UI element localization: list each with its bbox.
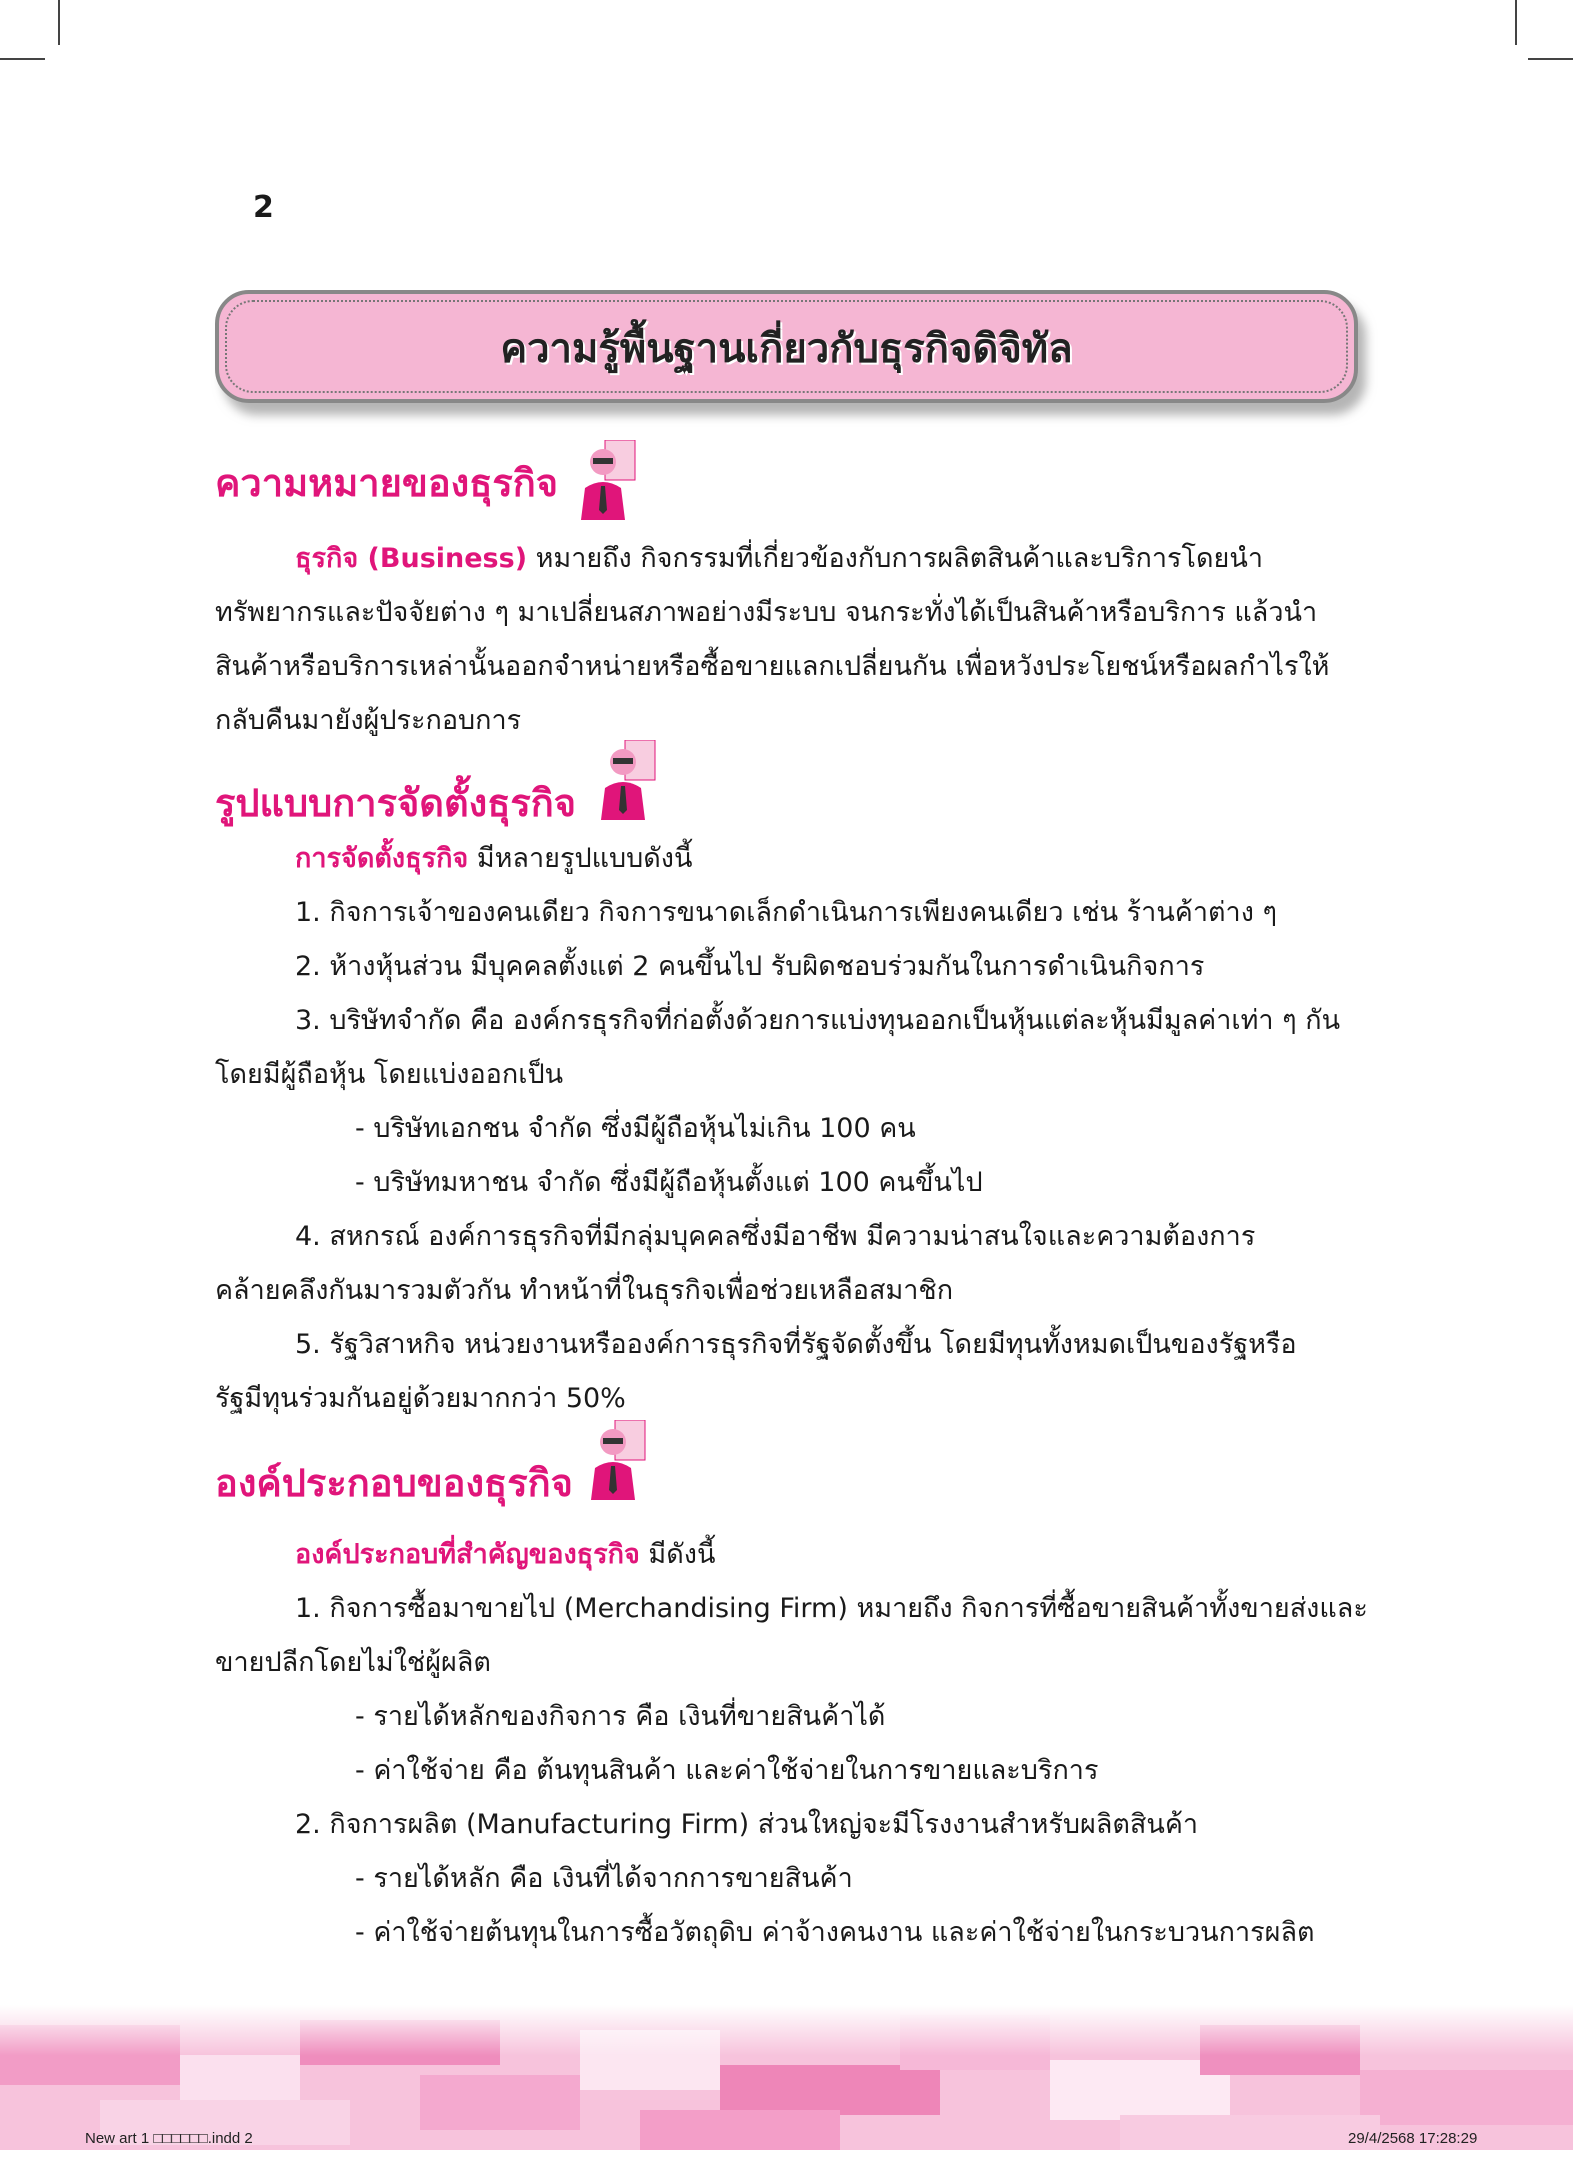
decorative-footer-band: [0, 2005, 1573, 2150]
footer-filename: New art 1 □□□□□□.indd 2: [85, 2130, 253, 2147]
footer-timestamp: 29/4/2568 17:28:29: [1348, 2130, 1478, 2147]
list-item: 4. สหกรณ์ องค์การธุรกิจที่มีกลุ่มบุคคลซึ่งมีอาชีพ มีความน่าสนใจและความต้องการ: [295, 1221, 1256, 1252]
list-item-continuation: รัฐมีทุนร่วมกันอยู่ด้วยมากกว่า 50%: [215, 1383, 626, 1414]
sub-list-item: - บริษัทเอกชน จำกัด ซึ่งมีผู้ถือหุ้นไม่เกิน 100 คน: [355, 1113, 916, 1144]
page-number: 2: [253, 190, 274, 225]
intro-term: การจัดตั้งธุรกิจ: [295, 843, 469, 874]
intro-text: มีหลายรูปแบบดังนี้: [476, 843, 693, 874]
list-item: 1. กิจการเจ้าของคนเดียว กิจการขนาดเล็กดำเนินการเพียงคนเดียว เช่น ร้านค้าต่าง ๆ: [295, 897, 1277, 928]
intro-text: มีดังนี้: [648, 1539, 716, 1570]
section-heading-components: องค์ประกอบของธุรกิจ: [215, 1461, 573, 1505]
crop-mark: [1515, 0, 1517, 45]
sub-list-item: - ค่าใช้จ่าย คือ ต้นทุนสินค้า และค่าใช้จ่ายในการขายและบริการ: [355, 1755, 1099, 1786]
paragraph-text: หมายถึง กิจกรรมที่เกี่ยวข้องกับการผลิตสินค้าและบริการโดยนำ: [535, 543, 1263, 574]
section-heading-types: รูปแบบการจัดตั้งธุรกิจ: [215, 781, 577, 825]
list-item-continuation: คล้ายคลึงกันมารวมตัวกัน ทำหน้าที่ในธุรกิจเพื่อช่วยเหลือสมาชิก: [215, 1275, 954, 1306]
list-item: 3. บริษัทจำกัด คือ องค์กรธุรกิจที่ก่อตั้งด้วยการแบ่งทุนออกเป็นหุ้นแต่ละหุ้นมีมูลค่าเท่า ๆ กัน: [295, 1005, 1341, 1036]
paragraph-line: ทรัพยากรและปัจจัยต่าง ๆ มาเปลี่ยนสภาพอย่างมีระบบ จนกระทั่งได้เป็นสินค้าหรือบริการ แล้วนำ: [215, 597, 1318, 628]
list-item-continuation: โดยมีผู้ถือหุ้น โดยแบ่งออกเป็น: [215, 1059, 564, 1090]
person-icon: [595, 740, 665, 820]
list-item: 5. รัฐวิสาหกิจ หน่วยงานหรือองค์การธุรกิจที่รัฐจัดตั้งขึ้น โดยมีทุนทั้งหมดเป็นของรัฐหรือ: [295, 1329, 1297, 1360]
crop-mark: [58, 0, 60, 45]
paragraph-line: กลับคืนมายังผู้ประกอบการ: [215, 705, 522, 736]
crop-mark: [1528, 58, 1573, 60]
list-item: 1. กิจการซื้อมาขายไป (Merchandising Firm) หมายถึง กิจการที่ซื้อขายสินค้าทั้งขายส่งและ: [295, 1593, 1368, 1624]
list-item: 2. ห้างหุ้นส่วน มีบุคคลตั้งแต่ 2 คนขึ้นไป รับผิดชอบร่วมกันในการดำเนินกิจการ: [295, 951, 1205, 982]
section-heading-meaning: ความหมายของธุรกิจ: [215, 461, 559, 505]
sub-list-item: - รายได้หลัก คือ เงินที่ได้จากการขายสินค้า: [355, 1863, 853, 1894]
section-intro: [295, 832, 692, 886]
list-item: 2. กิจการผลิต (Manufacturing Firm) ส่วนใหญ่จะมีโรงงานสำหรับผลิตสินค้า: [295, 1809, 1199, 1840]
paragraph-line: [295, 532, 1263, 586]
sub-list-item: - บริษัทมหาชน จำกัด ซึ่งมีผู้ถือหุ้นตั้งแต่ 100 คนขึ้นไป: [355, 1167, 983, 1198]
sub-list-item: - รายได้หลักของกิจการ คือ เงินที่ขายสินค้าได้: [355, 1701, 886, 1732]
intro-term: องค์ประกอบที่สำคัญของธุรกิจ: [295, 1539, 640, 1570]
person-icon: [585, 1420, 655, 1500]
person-icon: [575, 440, 645, 520]
term-business: ธุรกิจ (Business): [295, 543, 528, 574]
paragraph-line: สินค้าหรือบริการเหล่านั้นออกจำหน่ายหรือซื้อขายแลกเปลี่ยนกัน เพื่อหวังประโยชน์หรือผลกำไรให้: [215, 651, 1330, 682]
sub-list-item: - ค่าใช้จ่ายต้นทุนในการซื้อวัตถุดิบ ค่าจ้างคนงาน และค่าใช้จ่ายในกระบวนการผลิต: [355, 1917, 1315, 1948]
section-intro: [295, 1528, 715, 1582]
crop-mark: [0, 58, 45, 60]
title-banner: [215, 290, 1358, 403]
page-title: ความรู้พื้นฐานเกี่ยวกับธุรกิจดิจิทัล: [500, 326, 1073, 372]
list-item-continuation: ขายปลีกโดยไม่ใช่ผู้ผลิต: [215, 1647, 491, 1678]
